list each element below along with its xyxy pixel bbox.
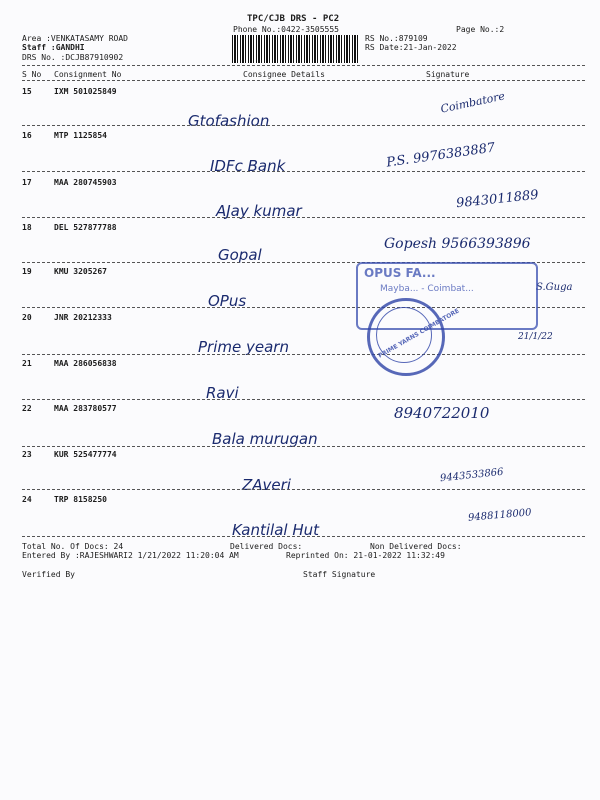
- row-signature: Coimbatore: [439, 89, 507, 116]
- stamp-line-1: OPUS FA...: [364, 266, 436, 280]
- row-signature: 9488118000: [467, 507, 532, 524]
- row-consignee-handwritten: Bala murugan: [212, 430, 318, 448]
- seal-text: PRIME YARNS COIMBATORE: [377, 307, 461, 360]
- column-header-sno: S No: [22, 70, 42, 79]
- row-consignment: IXM 501025849: [54, 87, 117, 96]
- round-seal: [367, 298, 461, 376]
- staff-label: Staff :GANDHI: [22, 43, 85, 52]
- row-sno: 23: [22, 450, 32, 459]
- rs-number: RS No.:879109: [365, 34, 428, 43]
- row-consignee-handwritten: AJay kumar: [216, 202, 302, 220]
- row-sno: 24: [22, 495, 32, 504]
- row-signature: S.Guga: [536, 282, 573, 293]
- row-sno: 21: [22, 359, 32, 368]
- row-consignment: MTP 1125854: [54, 131, 107, 140]
- row-consignment: KUR 525477774: [54, 450, 117, 459]
- rs-date: RS Date:21-Jan-2022: [365, 43, 457, 52]
- row-consignee-handwritten: IDFc Bank: [210, 157, 286, 175]
- row-sno: 19: [22, 267, 32, 276]
- document-title: TPC/CJB DRS - PC2: [247, 14, 340, 24]
- row-signature: 21/1/22: [518, 332, 553, 342]
- row-consignment: DEL 527877788: [54, 223, 117, 232]
- column-header-consignee: Consignee Details: [243, 70, 325, 79]
- delivered-docs: Delivered Docs:: [230, 542, 303, 551]
- divider: [22, 65, 585, 66]
- row-consignment: MAA 280745903: [54, 178, 117, 187]
- row-divider: [22, 125, 585, 126]
- row-sno: 15: [22, 87, 32, 96]
- staff-signature: Staff Signature: [303, 570, 376, 579]
- row-sno: 16: [22, 131, 32, 140]
- verified-by: Verified By: [22, 570, 75, 579]
- row-sno: 22: [22, 404, 32, 413]
- non-delivered-docs: Non Delivered Docs:: [370, 542, 462, 551]
- barcode: [232, 35, 360, 63]
- row-sno: 18: [22, 223, 32, 232]
- divider: [22, 80, 585, 81]
- area-label: Area :VENKATASAMY ROAD: [22, 34, 128, 43]
- drs-number: DRS No. :DCJB87910902: [22, 53, 124, 62]
- row-signature: 9443533866: [439, 466, 505, 485]
- row-sno: 17: [22, 178, 32, 187]
- row-divider: [22, 446, 585, 447]
- row-divider: [22, 354, 585, 355]
- row-divider: [22, 217, 585, 218]
- column-header-signature: Signature: [426, 70, 470, 79]
- stamp-line-2: Mayba... - Coimbat...: [380, 284, 474, 294]
- row-signature: 8940722010: [394, 404, 490, 422]
- row-consignee-handwritten: Gtofashion: [188, 112, 270, 130]
- row-consignee-handwritten: ZAveri: [242, 476, 291, 494]
- total-docs: Total No. Of Docs: 24: [22, 542, 124, 551]
- row-consignee-handwritten: Kantilal Hut: [232, 521, 320, 539]
- row-sno: 20: [22, 313, 32, 322]
- row-consignment: KMU 3205267: [54, 267, 107, 276]
- row-consignee-handwritten: Gopal: [218, 246, 262, 264]
- entered-by: Entered By :RAJESHWARI2 1/21/2022 11:20:04 AM: [22, 551, 239, 560]
- row-consignment: MAA 286056838: [54, 359, 117, 368]
- row-consignee-handwritten: Prime yearn: [198, 338, 289, 356]
- row-consignee-handwritten: OPus: [208, 292, 247, 310]
- column-header-consignment: Consignment No: [54, 70, 122, 79]
- row-consignment: JNR 20212333: [54, 313, 112, 322]
- phone-number: Phone No.:0422-3505555: [233, 25, 339, 34]
- row-signature: Gopesh 9566393896: [384, 236, 531, 252]
- reprinted-on: Reprinted On: 21-01-2022 11:32:49: [286, 551, 445, 560]
- row-signature: P.S. 9976383887: [385, 140, 497, 171]
- row-consignment: TRP 8158250: [54, 495, 107, 504]
- row-consignment: MAA 283780577: [54, 404, 117, 413]
- row-consignee-handwritten: Ravi: [206, 384, 239, 402]
- row-divider: [22, 399, 585, 400]
- row-divider: [22, 171, 585, 172]
- row-divider: [22, 489, 585, 490]
- row-divider: [22, 536, 585, 537]
- page-number: Page No.:2: [456, 25, 505, 34]
- row-signature: 9843011889: [455, 187, 540, 212]
